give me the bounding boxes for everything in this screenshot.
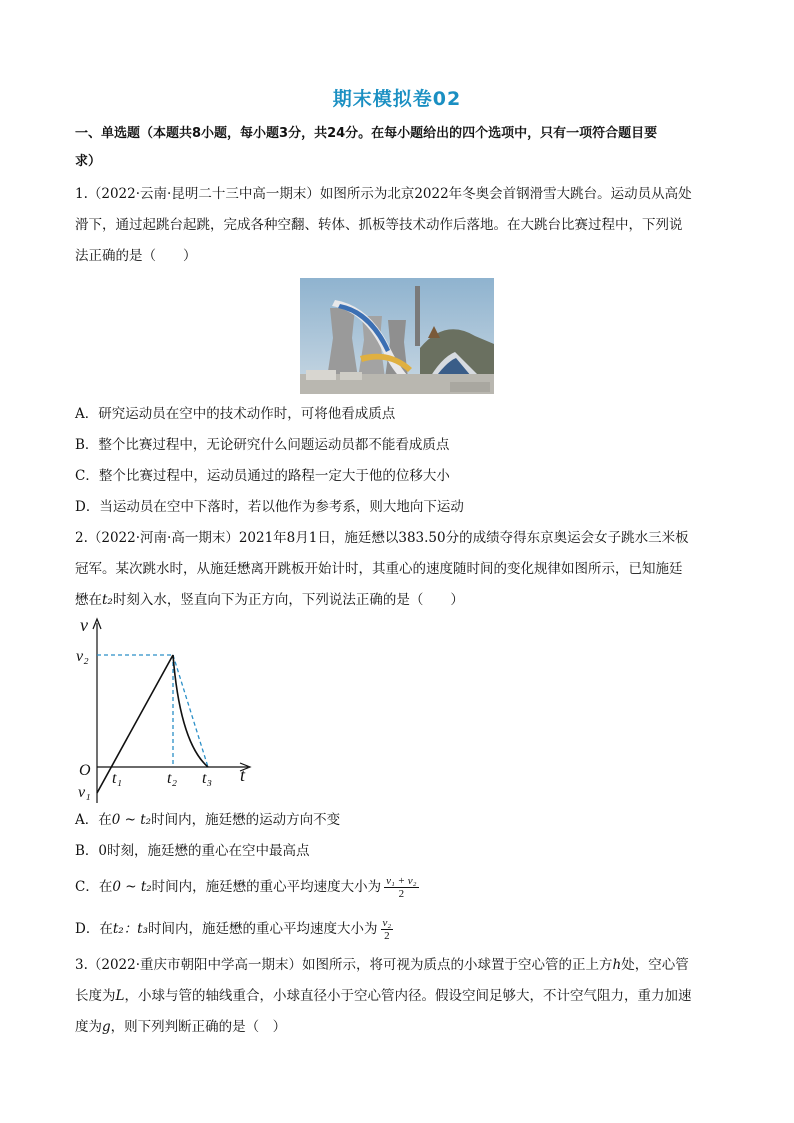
q3-stem-line1-pre: 3.（2022·重庆市朝阳中学高一期末）如图所示，将可视为质点的小球置于空心管的正上方 [75,957,613,973]
q2-option-d-denominator: 2 [384,930,390,942]
q2-option-a-pre: A．在 [75,812,112,828]
q2-option-c [75,875,419,900]
section-heading-line2: 求） [75,154,102,169]
q2-stem-var-t2: t₂ [102,592,113,608]
page-title: 期末模拟卷02 [332,88,462,110]
q2-stem-line2: 冠军。某次跳水时，从施廷懋离开跳板开始计时，其重心的速度随时间的变化规律如图所示，已知施廷 [75,561,683,577]
q3-stem-line2 [75,986,691,1006]
q2-option-d-numerator: v₂ [382,917,392,929]
q2-stem-line3-pre: 懋在 [75,592,102,608]
q1-stem-line3: 法正确的是（ ） [75,248,197,264]
q2-option-b: B．0时刻，施廷懋的重心在空中最高点 [75,843,310,859]
q3-stem-line3-post: ，则下列判断正确的是（ ） [110,1019,287,1035]
q3-stem-line1 [75,955,689,975]
v1-label: v₁ [78,784,91,801]
x-axis-label: t [240,765,246,785]
q2-option-a [75,810,340,830]
q2-stem-line3 [75,590,464,610]
velocity-line [97,655,173,793]
t1-label: t₁ [112,770,123,787]
q2-option-a-post: 时间内，施廷懋的运动方向不变 [151,812,341,828]
t2-label: t₂ [167,770,178,787]
q3-var-g: g [102,1019,111,1035]
q1-option-d: D．当运动员在空中下落时，若以他作为参考系，则大地向下运动 [75,499,464,515]
q1-option-b: B．整个比赛过程中，无论研究什么问题运动员都不能看成质点 [75,437,450,453]
q2-stem-line3-post: 时刻入水，竖直向下为正方向，下列说法正确的是（ ） [112,592,464,608]
q2-option-c-denominator: 2 [398,888,405,900]
q2-option-c-post: 时间内，施廷懋的重心平均速度大小为 [151,879,382,895]
q3-stem-line2-pre: 长度为 [75,988,116,1004]
section-heading-line1: 一、单选题（本题共8小题，每小题3分，共24分。在每小题给出的四个选项中，只有一项符合题目要 [75,126,658,141]
q2-option-d-fraction [381,917,394,942]
q1-stem-line1: 1.（2022·云南·昆明二十三中高一期末）如图所示为北京2022年冬奥会首钢滑雪大跳台。运动员从高处 [75,186,692,202]
y-axis-label: v [80,615,88,635]
q1-option-c: C．整个比赛过程中，运动员通过的路程一定大于他的位移大小 [75,468,450,484]
dashed-chord [173,655,208,767]
q2-option-d-pre: D．在 [75,921,113,937]
q3-stem-line1-post: 处，空心管 [621,957,689,973]
q2-option-d-range: t₂：t₃ [112,921,149,937]
q2-option-c-pre: C．在 [75,879,113,895]
origin-label: O [79,762,91,779]
q3-stem-line2-post: ，小球与管的轴线重合，小球直径小于空心管内径。假设空间足够大，不计空气阻力，重力加速 [124,988,692,1004]
q2-option-d [75,917,393,942]
q2-option-c-numerator: v₁ + v₂ [386,875,417,887]
q3-var-l: L [115,988,125,1004]
q2-stem-line1: 2.（2022·河南·高一期末）2021年8月1日，施廷懋以383.50分的成绩夺得东京奥运会女子跳水三米板 [75,530,689,546]
q2-option-d-post: 时间内，施廷懋的重心平均速度大小为 [148,921,378,937]
q3-stem-line3 [75,1017,286,1037]
velocity-time-graph [70,615,270,805]
t3-label: t₃ [202,770,213,787]
q2-option-a-range: 0 ~ t₂ [111,812,152,828]
q1-stem-line2: 滑下，通过起跳台起跳，完成各种空翻、转体、抓板等技术动作后落地。在大跳台比赛过程中，下列说 [75,217,683,233]
v2-label: v₂ [76,648,89,665]
q2-option-c-fraction [384,875,418,900]
q1-option-a: A．研究运动员在空中的技术动作时，可将他看成质点 [75,406,396,422]
ski-jump-photo [300,278,494,394]
q2-option-c-range: 0 ~ t₂ [112,879,152,895]
q3-stem-line3-pre: 度为 [75,1019,102,1035]
q3-var-h: h [612,957,622,973]
